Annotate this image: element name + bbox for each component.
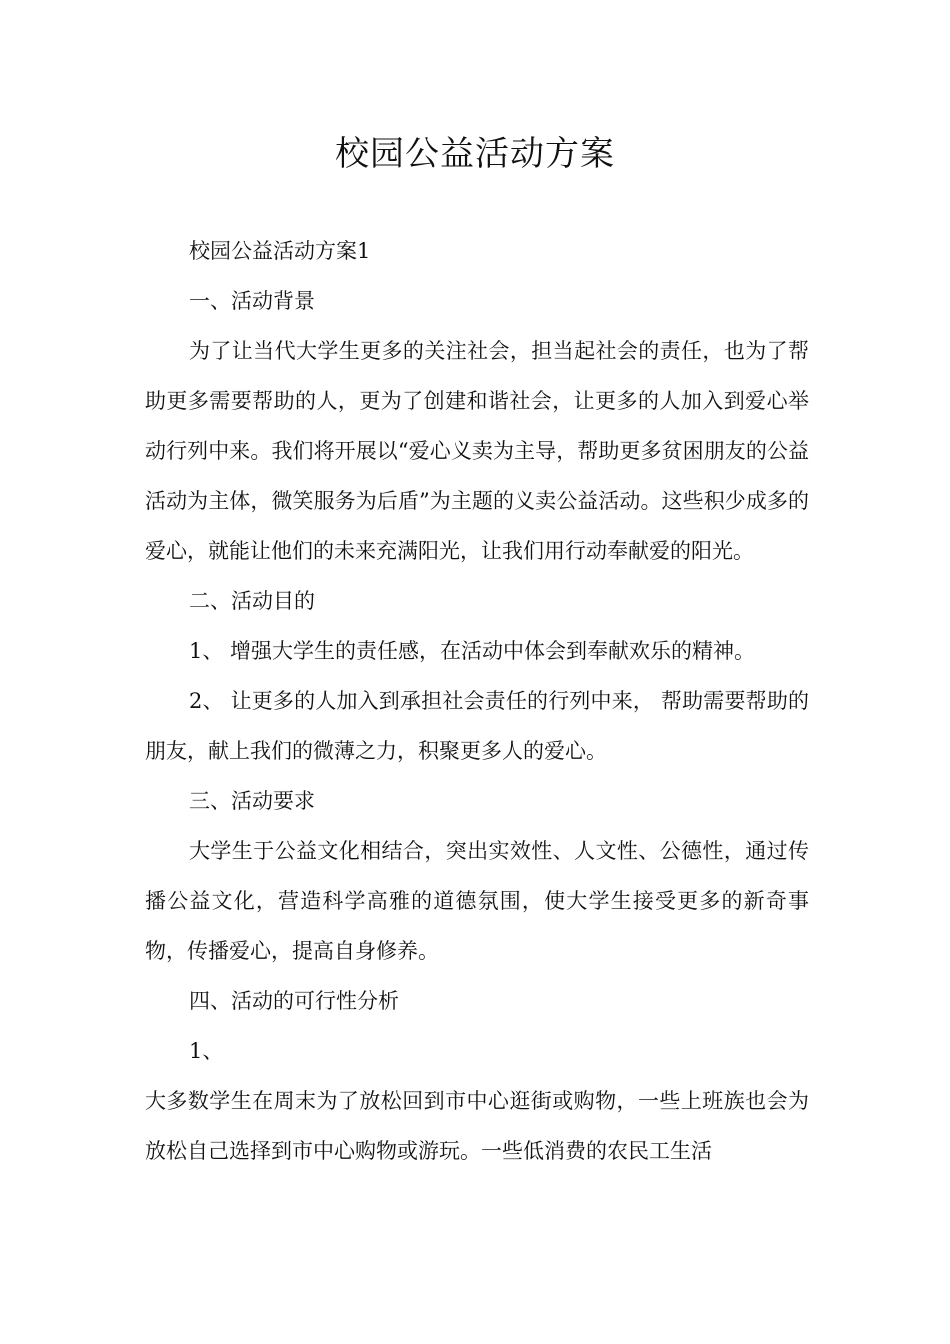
- heading-background: 一、活动背景: [189, 289, 315, 313]
- paragraph-background: 为了让当代大学生更多的关注社会，担当起社会的责任，也为了帮助更多需要帮助的人，更为了创建和谐社会，让更多的人加入到爱心举动行列中来。我们将开展以“爱心义卖为主导，帮助更多贫困朋友的公益活动为主体，微笑服务为后盾”为主题的义卖公益活动。这些积少成多的爱心，就能让他们的未来充满阳光，让我们用行动奉献爱的阳光。: [145, 339, 809, 563]
- heading-requirements: 三、活动要求: [189, 789, 315, 813]
- purpose-item-1: 1、 增强大学生的责任感，在活动中体会到奉献欢乐的精神。: [189, 639, 756, 663]
- feasibility-item-1-number: 1、: [189, 1039, 224, 1063]
- document-title: 校园公益活动方案: [335, 134, 615, 174]
- heading-feasibility: 四、活动的可行性分析: [189, 989, 399, 1013]
- document-body: [145, 226, 809, 1176]
- section-subtitle: 校园公益活动方案1: [189, 239, 371, 263]
- paragraph-requirements: 大学生于公益文化相结合，突出实效性、人文性、公德性，通过传播公益文化，营造科学高雅的道德氛围，使大学生接受更多的新奇事物，传播爱心，提高自身修养。: [145, 839, 809, 963]
- paragraph-feasibility: 大多数学生在周末为了放松回到市中心逛街或购物，一些上班族也会为放松自己选择到市中心购物或游玩。一些低消费的农民工生活: [145, 1089, 809, 1163]
- purpose-item-2: 2、 让更多的人加入到承担社会责任的行列中来， 帮助需要帮助的朋友，献上我们的微薄之力，积聚更多人的爱心。: [145, 689, 809, 763]
- heading-purpose: 二、活动目的: [189, 589, 315, 613]
